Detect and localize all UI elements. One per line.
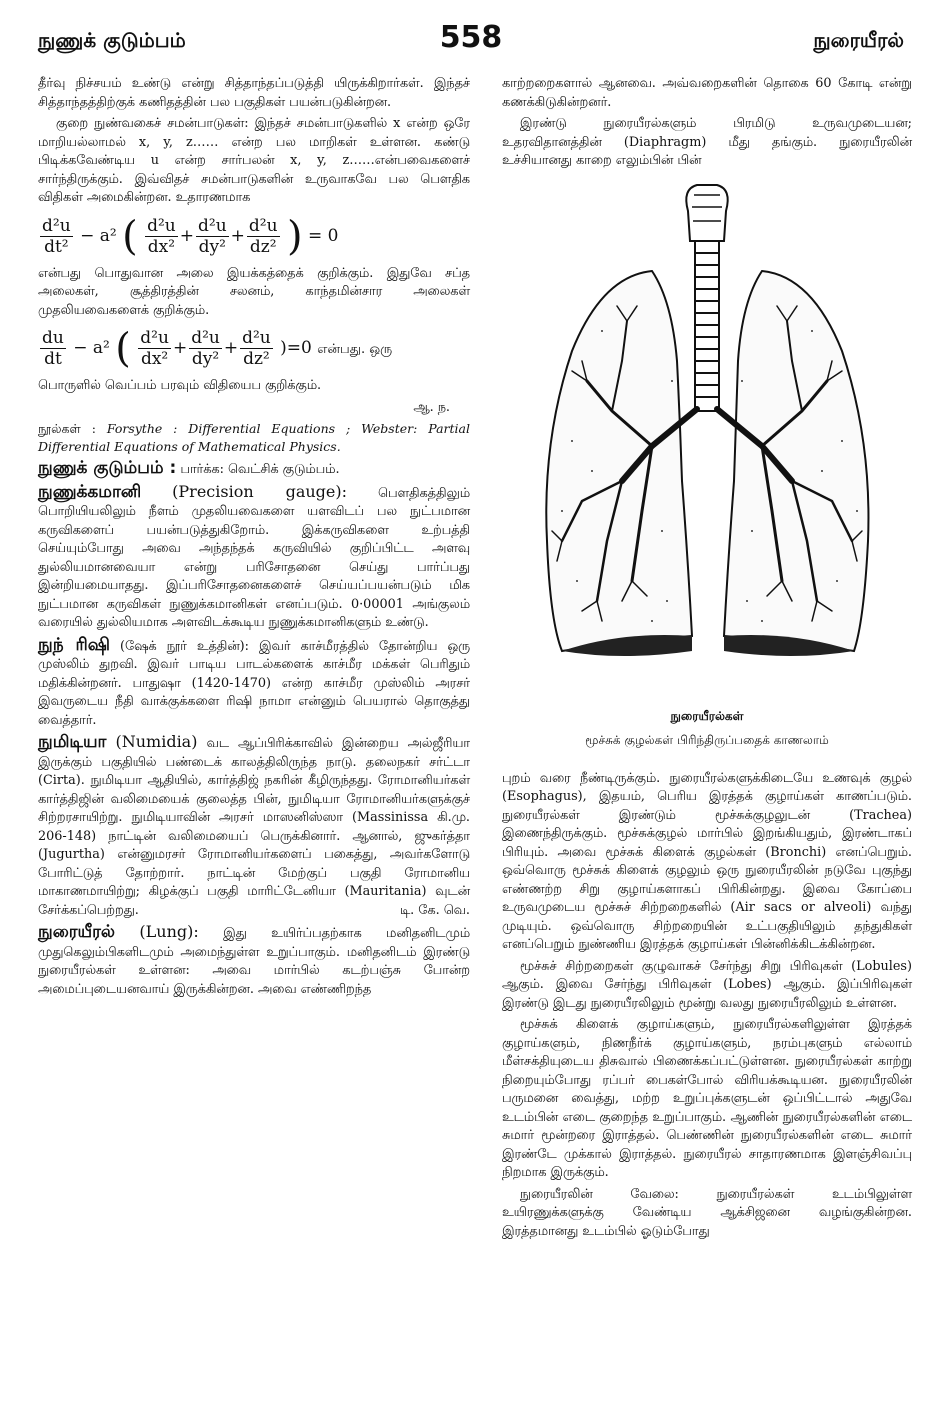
entry-headword: நுந் ரிஷி	[38, 634, 110, 655]
entry-body: வட ஆப்பிரிக்காவில் இன்றைய அல்ஜீரியா இருக்கும் பகுதியில் பண்டைக் காலத்திலிருந்த நாடு. தலைநகர் சர்ட்டா (Cirta). நுமிடியா ஆதியில், கார்த்திஜ் நகரின் கீழிருந்தது. ரோமானியர்கள் கார்த்திஜின் வலிமையைக் குலைத்த பின், நுமிடியா ரோமானியர்களுக்குச் சிற்றரசாயிற்று. நுமிடியாவின் அரசர் மாஸனிஸ்ஸா (Massinissa கி.மு. 206-148) நாட்டின் வலிமையைப் பெருக்கினார். ஆனால், ஜுகர்த்தா (Jugurtha) என்னுமரசர் ரோமானியர்களைப் பகைத்து, அவர்களோடு போரிட்டுத் தோற்றார். நாட்டின் மேற்குப் பகுதி ரோமானிய மாகாணமாயிற்று; கிழக்குப் பகுதி மாரிட்டேனியா (Mauritania) வுடன் சேர்க்கப்பெற்றது.	[38, 736, 470, 918]
entry-headword: நுமிடியா	[38, 732, 107, 752]
right-paragraph-6: நுரையீரலின் வேலை: நுரையீரல்கள் உடம்பிலுள்ள உயிரணுக்களுக்கு வேண்டிய ஆக்சிஜனை வழங்குகின்றன. இரத்தமானது உடம்பில் ஓடும்போது	[502, 1186, 912, 1239]
right-paragraph-5: மூச்சுக் கிளைக் குழாய்களும், நுரையீரல்களிலுள்ள இரத்தக் குழாய்களும், நிணநீர்க் குழாய்களும், நரம்புகளும் எல்லாம் மீள்சக்தியுடைய திசுவால் பிணைக்கப்பட்டுள்ளன. நுரையீரல்கள் காற்று நிறையும்போது ரப்பர் பைகள்போல் விரியக்கூடியன. நுரையீரலின் பருமனை வைத்து, மற்ற உறுப்புக்களுடன் ஒப்பிட்டால் அதுவே உடம்பின் எடை குறைந்த உறுப்பாகும். ஆணின் நுரையீரல்களின் எடை சுமார் மூன்றரை இராத்தல். பெண்ணின் நுரையீரல்களின் எடை சுமார் இரண்டே முக்கால் இராத்தல். நுரையீரல் சாதாரணமாக இளஞ்சிவப்பு நிறமாக இருக்கும்.	[502, 1017, 912, 1180]
eq2-frac-t: $\frac{du}{dt}$	[42, 328, 64, 369]
eq1-frac-y: $\frac{\text{d²u}}{\text{dy²}}$	[198, 215, 227, 257]
entry-nund-rishi	[38, 636, 470, 731]
paragraph-after-wave-eq: என்பது பொதுவான அலை இயக்கத்தைக் குறிக்கும். இதுவே சப்த அலைகள், சூத்திரத்தின் சலனம், காந்தமின்சார அலைகள் முதலியவைகளைக் குறிக்கும்.	[38, 265, 470, 318]
bibliography-label: நூல்கள் :	[38, 421, 96, 436]
right-paragraph-4: மூச்சுச் சிற்றறைகள் குழுவாகச் சேர்ந்து சிறு பிரிவுகள் (Lobules) ஆகும். இவை சேர்ந்து பிரிவுகள் (Lobes) ஆகும். இப்பிரிவுகள் இரண்டு இடது நுரையீரலிலும் மூன்று வலது நுரையீரலிலும் உள்ளன.	[502, 958, 912, 1011]
header-left-guideword: நுணுக் குடும்பம்	[38, 28, 186, 52]
paragraph-after-heat-eq: பொருளில் வெப்பம் பரவும் விதியைப குறிக்கும்.	[38, 378, 322, 393]
eq1-frac-t: $\frac{\text{d²u}}{\text{dt²}}$	[42, 215, 71, 257]
intro-paragraph-2: குறை நுண்வகைச் சமன்பாடுகள்: இந்தச் சமன்பாடுகளில் x என்ற ஒரே மாறியல்லாமல் x, y, z…… என்ற பல மாறிகள் உள்ளன. கண்டு பிடிக்கவேண்டிய u என்ற சார்பலன் x, y, z……என்பவைகளைச் சார்ந்திருக்கும். இவ்விதச் சமன்பாடுகளின் உருவாகவே பல பௌதிக விதிகள் அமைகின்றன. உதாரணமாக	[38, 116, 470, 205]
header-right-guideword: நுரையீரல்	[813, 28, 904, 52]
figure-caption-title: நுரையீரல்கள்	[670, 708, 744, 723]
right-column	[502, 75, 912, 1244]
entry-body: இது உயிர்ப்பதற்காக மனிதனிடமும் முதுகெலும்பிகளிடமும் அமைந்துள்ள உறுப்பாகும். மனிதனிடம் இரண்டு நுரையீரல்கள் உள்ளன: அவை மார்பில் கடற்பஞ்சு போன்ற அமைப்புடையனவாய் இருக்கின்றன. அவை எண்ணிறந்த	[38, 926, 470, 997]
intro-paragraph-1: தீர்வு நிச்சயம் உண்டு என்று சித்தாந்தப்படுத்தி யிருக்கிறார்கள். இந்தச் சித்தாந்தத்திற்குக் கணிதத்தின் பல பகுதிகள் பயன்படுகின்றன.	[38, 76, 470, 110]
lungs-illustration	[502, 181, 912, 701]
page-header	[38, 20, 904, 60]
heat-equation: $\frac{du}{dt}$ − a² ( $\frac{\text{d²u}}{\text{dx²}}$ + $\frac{\text{d²u}}{\text{dy²}}$ + $\frac{\text{d²u}}{\text{dz²}}$ )=0 என்பது. ஒரு	[42, 325, 393, 372]
entry-body: பௌதிகத்திலும் பொறியியலிலும் நீளம் முதலியவைகளை யளவிடப் பல நுட்பமான கருவிகளைப் பயன்படுத்துகிறோம். இக்கருவிகளை உற்பத்தி செய்யும்போது அவை அந்தந்தக் கருவியில் குறிப்பிட்ட அளவு துல்லியமானவையா என்று பரிசோதனை செய்து பார்ப்பது இன்றியமையாதது. இப்பரிசோதனைகளைச் செய்யப்பயன்படும் மிக நுட்பமான கருவிகள் நுணுக்கமானிகள் எனப்படும். 0·00001 அங்குலம் வரையில் துல்லியமாக அளவிடக்கூடிய நுணுக்கமானிகளும் உண்டு.	[38, 485, 470, 630]
eq1-close-paren: )	[286, 213, 303, 259]
bibliography-text: Forsythe : Differential Equations ; Webster: Partial Differential Equations of Mathematical Physics.	[38, 421, 470, 454]
lungs-drawing	[502, 181, 912, 701]
right-paragraph-3: புறம் வரை நீண்டிருக்கும். நுரையீரல்களுக்கிடையே உணவுக் குழல் (Esophagus), இதயம், பெரிய இரத்தக் குழாய்கள் காணப்படும். நுரையீரல்கள் இரண்டும் மூச்சுக்குழலுடன் (Trachea) இணைந்திருக்கும். மூச்சுக்குழல் மார்பில் இறங்கியதும், இரண்டாகப் பிரியும். அவை மூச்சுக் கிளைக் குழல்கள் (Bronchi) எனப்பெறும். ஒவ்வொரு மூச்சுக் கிளைக் குழலும் ஒரு நுரையீரலின் நடுவே புகுந்து எண்ணற்ற சிறு குழாய்களாகப் பிரிகின்றது. இவை கோப்பை உருவமுடைய மூச்சுச் சிற்றறைகளில் (Air sacs or alveoli) வந்து முடியும். ஒவ்வொரு சிற்றறையின் உட்பகுதியிலும் தந்துகிகள் எனப்பெறும் நுண்ணிய இரத்தக் குழாய்கள் பின்னிக்கிடக்கின்றன.	[502, 770, 912, 952]
eq1-frac-x: $\frac{\text{d²u}}{\text{dx²}}$	[147, 215, 176, 257]
eq1-rhs: = 0	[307, 225, 339, 246]
entry-lung	[38, 923, 470, 999]
entry-body: (ஷேக் நூர் உத்தின்): இவர் காச்மீரத்தில் தோன்றிய ஒரு முஸ்லிம் துறவி. இவர் பாடிய பாடல்களைக் காச்மீர மக்கள் பெரிதும் மதிக்கின்றனர். பாதுஷா (1420-1470) என்ற காச்மீர முஸ்லிம் அரசர் இவருடைய நீதி வாக்குக்களை ரிஷி நாமா என்னும் பெயரால் தொகுத்து வைத்தார்.	[38, 638, 470, 728]
eq2-rhs: )=0	[280, 338, 312, 358]
entry-latin-term: (Numidia)	[115, 732, 198, 751]
entry-nunuk-kudumbam	[38, 459, 470, 480]
figure-caption-subtitle: மூச்சுக் குழல்கள் பிரிந்திருப்பதைக் காணலாம்	[585, 733, 829, 747]
entry-precision-gauge	[38, 483, 470, 633]
page-number: 558	[439, 20, 503, 55]
entry-body: பார்க்க: வெட்சிக் குடும்பம்.	[180, 462, 340, 477]
left-column	[38, 75, 470, 1002]
entry-latin-term: (Lung):	[139, 922, 199, 941]
author-signature: ஆ. ந.	[413, 399, 450, 415]
entry-headword: நுரையீரல்	[38, 922, 116, 942]
eq1-frac-z: $\frac{\text{d²u}}{\text{dz²}}$	[248, 215, 278, 257]
right-paragraph-1: காற்றறைகளால் ஆனவை. அவ்வறைகளின் தொகை 60 கோடி என்று கணக்கிடுகின்றனர்.	[502, 76, 912, 110]
entry-headword: நுணுக்கமானி	[38, 481, 142, 502]
bibliography	[38, 420, 470, 456]
wave-equation: $\frac{\text{d²u}}{\text{dt²}}$ − a² ( $\frac{\text{d²u}}{\text{dx²}}$ + $\frac{\text{d²u}}{\text{dy²}}$ + $\frac{\text{d²u}}{\text{dz²}}$ ) = 0	[42, 213, 339, 259]
eq1-minus-a2: − a²	[80, 225, 117, 246]
eq2-tail: என்பது. ஒரு	[317, 342, 393, 357]
entry-signature: டி. கே. வெ.	[399, 902, 470, 918]
entry-numidia	[38, 733, 470, 920]
right-paragraph-2: இரண்டு நுரையீரல்களும் பிரமிடு உருவமுடையன; உதரவிதானத்தின் (Diaphragm) மீது தங்கும். நுரையீரலின் உச்சியானது காறை எலும்பின் பின்	[502, 116, 912, 168]
entry-latin-term: (Precision gauge):	[172, 481, 348, 501]
entry-headword: நுணுக் குடும்பம் :	[38, 458, 177, 478]
eq1-open-paren: (	[122, 213, 138, 259]
